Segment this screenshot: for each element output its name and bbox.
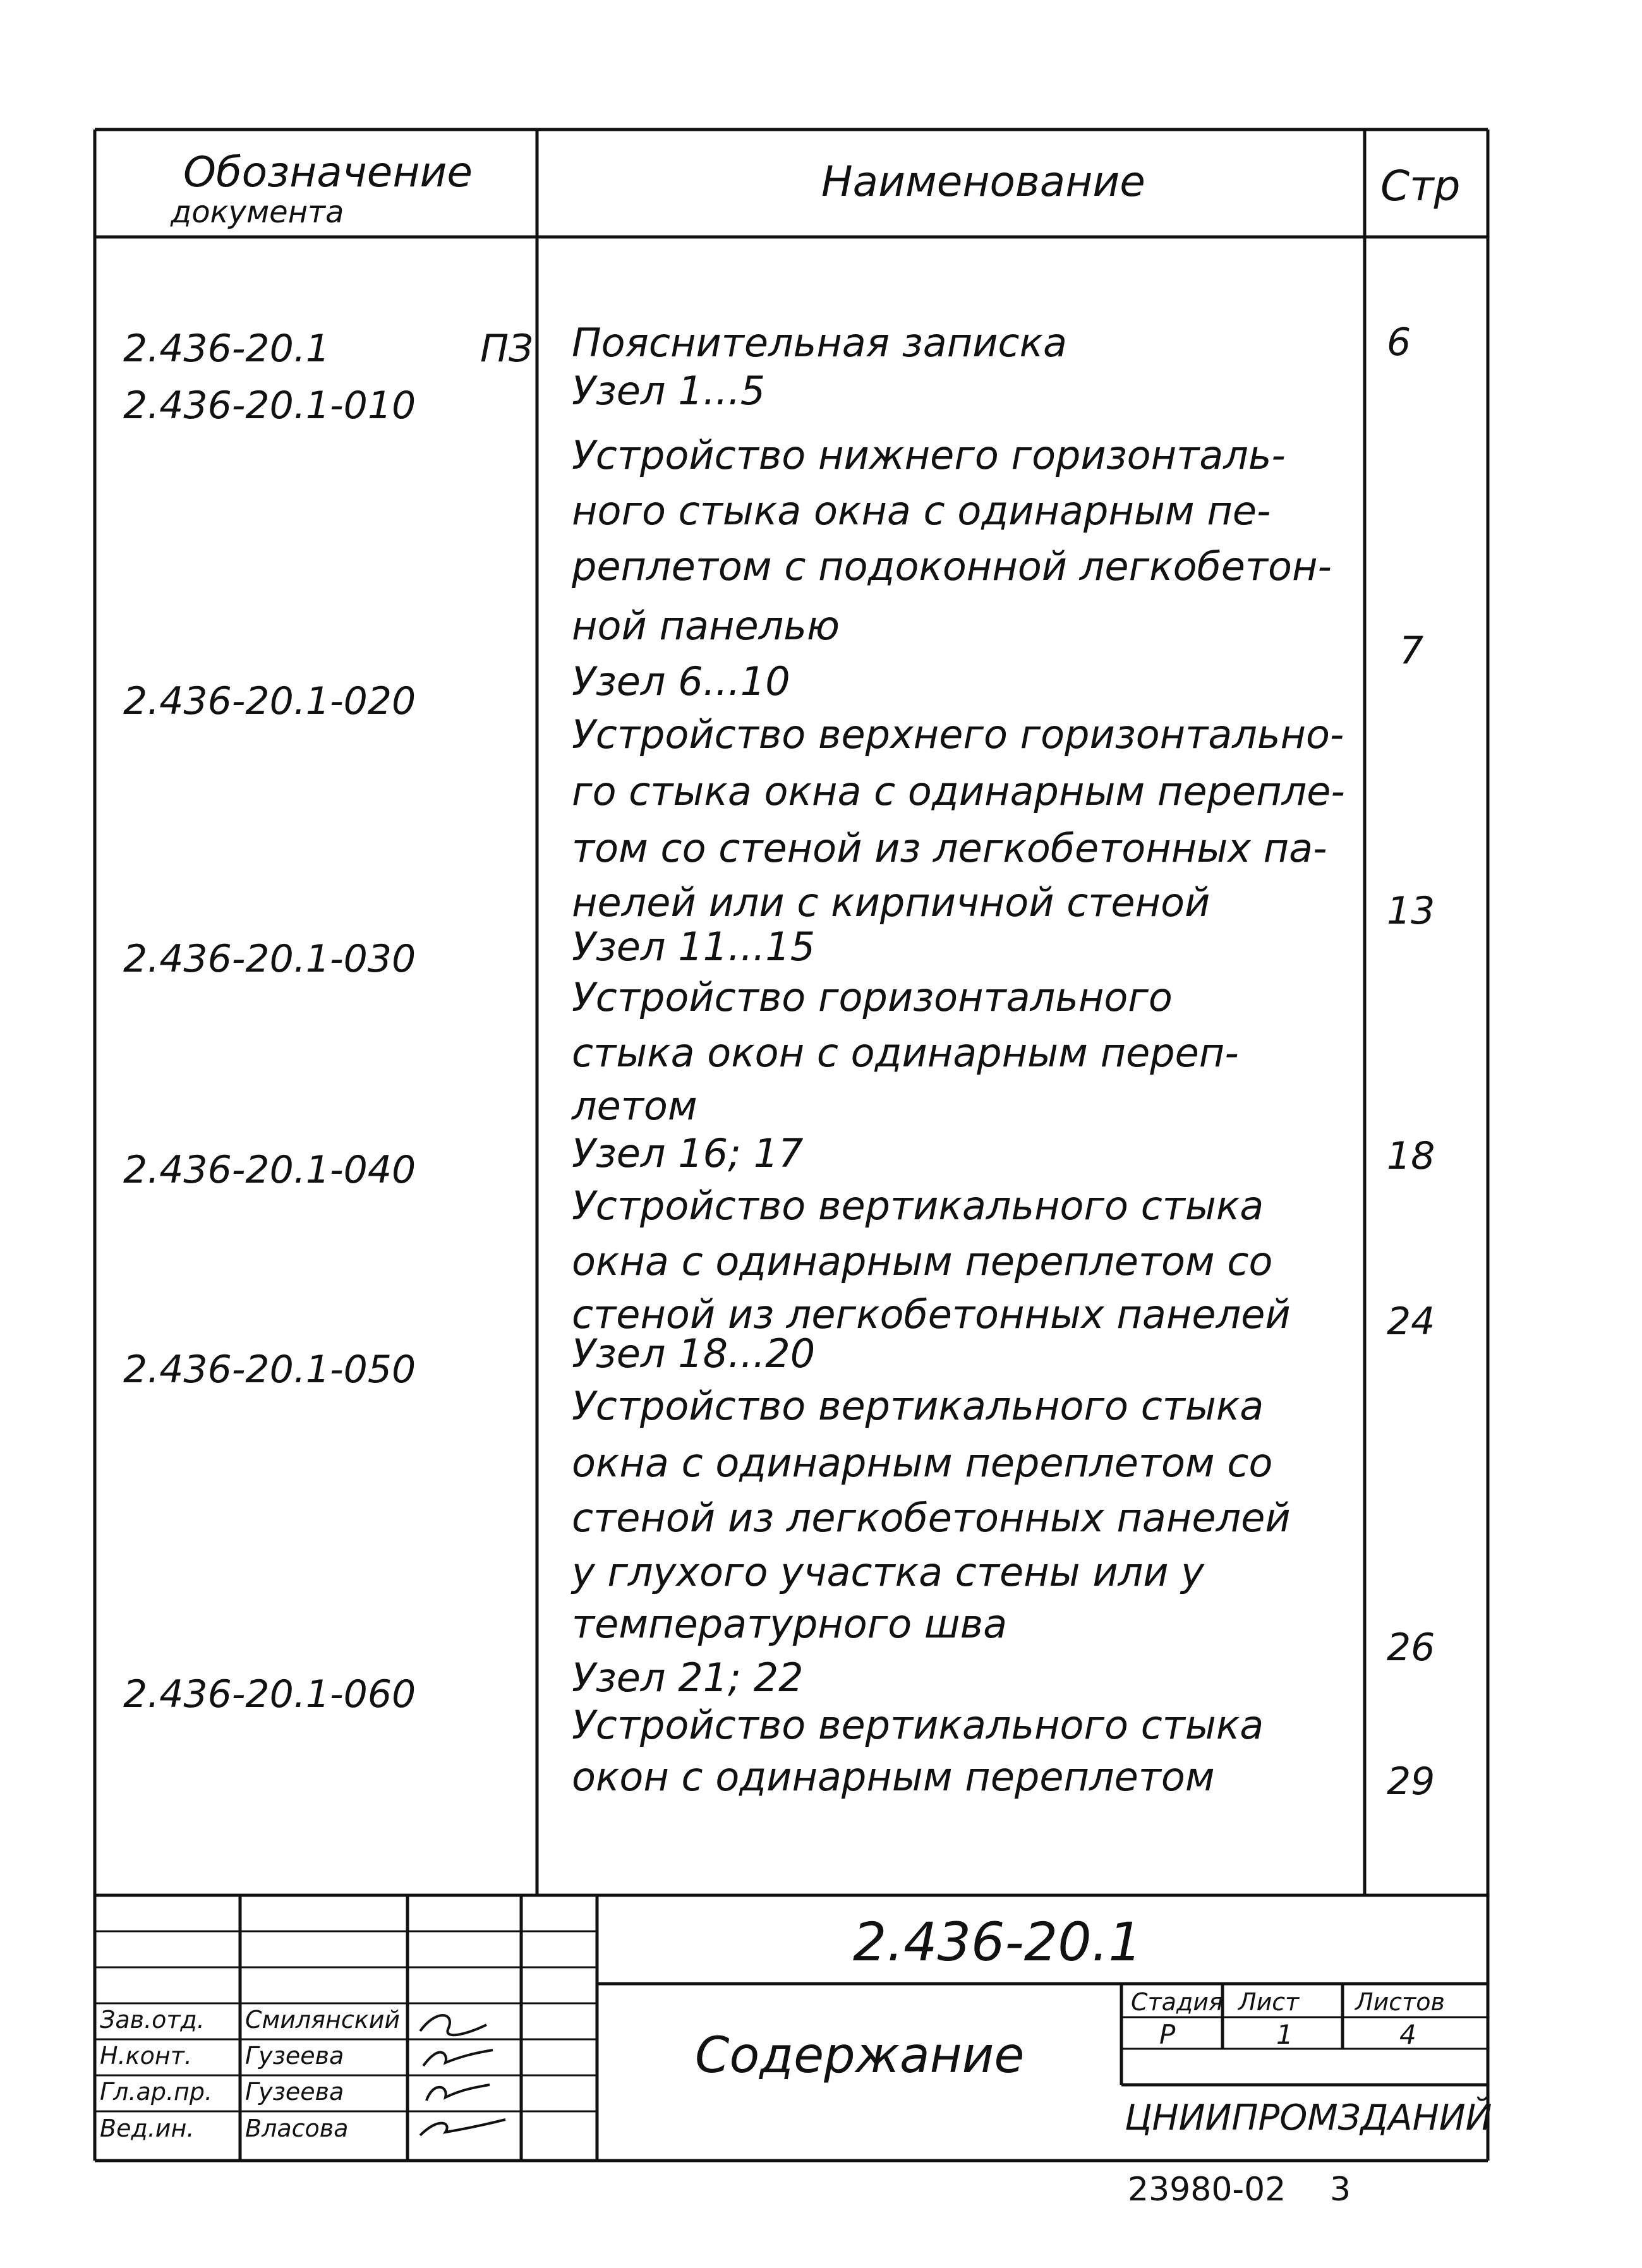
row-name-line: Узел 16; 17 <box>572 1130 804 1176</box>
inventory-number: 23980-02 <box>1128 2171 1286 2209</box>
stamp-stage: Р <box>1159 2019 1176 2050</box>
row-name-line: ного стыка окна с одинарным пе- <box>572 488 1271 534</box>
header-name: Наименование <box>821 157 1145 206</box>
row-name-line: Устройство вертикального стыка <box>572 1702 1264 1748</box>
row-code: 2.436-20.1-050 <box>123 1348 416 1392</box>
row-name-line: температурного шва <box>572 1601 1008 1647</box>
row-name-line: стеной из легкобетонных панелей <box>572 1495 1291 1541</box>
stamp-sheet: 1 <box>1276 2019 1293 2050</box>
row-code: 2.436-20.1 <box>123 327 330 371</box>
row-code-suffix: ПЗ <box>480 327 533 371</box>
signer-name: Гузеева <box>245 2078 344 2106</box>
row-name-line: Устройство вертикального стыка <box>572 1183 1264 1229</box>
stamp-sheet-label: Лист <box>1238 1988 1300 2016</box>
stamp-organization: ЦНИИПРОМЗДАНИЙ <box>1125 2097 1492 2138</box>
row-page: 18 <box>1387 1134 1435 1178</box>
row-code: 2.436-20.1-010 <box>123 383 416 428</box>
stamp-sheets: 4 <box>1399 2019 1416 2050</box>
row-code: 2.436-20.1-040 <box>123 1148 416 1192</box>
stamp-doc-code: 2.436-20.1 <box>853 1911 1142 1973</box>
signer-name: Смилянский <box>245 2006 401 2034</box>
header-designation-sub: документа <box>171 195 344 230</box>
row-name-line: окон с одинарным переплетом <box>572 1754 1215 1800</box>
row-name-line: Устройство горизонтального <box>572 974 1173 1020</box>
row-name-line: у глухого участка стены или у <box>572 1549 1204 1595</box>
row-page: 13 <box>1387 889 1435 933</box>
row-name-line: летом <box>572 1083 697 1129</box>
row-name-line: го стыка окна с одинарным перепле- <box>572 768 1345 814</box>
signature-marks <box>411 2006 518 2154</box>
row-name-line: Узел 1...5 <box>572 368 766 414</box>
row-name-line: Узел 21; 22 <box>572 1655 804 1701</box>
row-page: 7 <box>1399 629 1424 673</box>
signer-role: Зав.отд. <box>100 2006 205 2034</box>
row-name-line: ной панелью <box>572 603 840 649</box>
row-name-line: Устройство нижнего горизонталь- <box>572 432 1286 478</box>
signer-role: Н.конт. <box>100 2042 192 2070</box>
row-name-line: Пояснительная записка <box>572 320 1068 366</box>
signer-role: Гл.ар.пр. <box>100 2078 213 2106</box>
header-designation: Обозначение <box>183 148 473 196</box>
row-code: 2.436-20.1-020 <box>123 679 416 723</box>
signer-role: Вед.ин. <box>100 2114 195 2142</box>
row-page: 24 <box>1387 1300 1435 1344</box>
copy-number: 3 <box>1330 2171 1351 2209</box>
row-page: 29 <box>1387 1759 1435 1804</box>
row-page: 26 <box>1387 1626 1435 1670</box>
row-name-line: стыка окон с одинарным переп- <box>572 1030 1239 1076</box>
signer-name: Гузеева <box>245 2042 344 2070</box>
row-name-line: Устройство вертикального стыка <box>572 1383 1264 1429</box>
signer-name: Власова <box>245 2114 349 2142</box>
row-name-line: Узел 6...10 <box>572 658 790 704</box>
row-name-line: окна с одинарным переплетом со <box>572 1238 1273 1284</box>
header-page: Стр <box>1380 162 1461 210</box>
stamp-stage-label: Стадия <box>1131 1988 1223 2016</box>
stamp-sheets-label: Листов <box>1355 1988 1445 2016</box>
row-code: 2.436-20.1-030 <box>123 937 416 981</box>
stamp-title: Содержание <box>695 2027 1025 2084</box>
row-name-line: реплетом с подоконной легкобетон- <box>572 543 1332 589</box>
row-name-line: Узел 18...20 <box>572 1330 816 1377</box>
row-name-line: нелей или с кирпичной стеной <box>572 879 1210 926</box>
row-name-line: окна с одинарным переплетом со <box>572 1440 1273 1486</box>
row-name-line: стеной из легкобетонных панелей <box>572 1291 1291 1337</box>
row-name-line: Узел 11...15 <box>572 924 816 970</box>
row-code: 2.436-20.1-060 <box>123 1672 416 1716</box>
row-name-line: Устройство верхнего горизонтально- <box>572 711 1344 757</box>
row-name-line: том со стеной из легкобетонных па- <box>572 825 1327 871</box>
row-page: 6 <box>1387 320 1411 365</box>
